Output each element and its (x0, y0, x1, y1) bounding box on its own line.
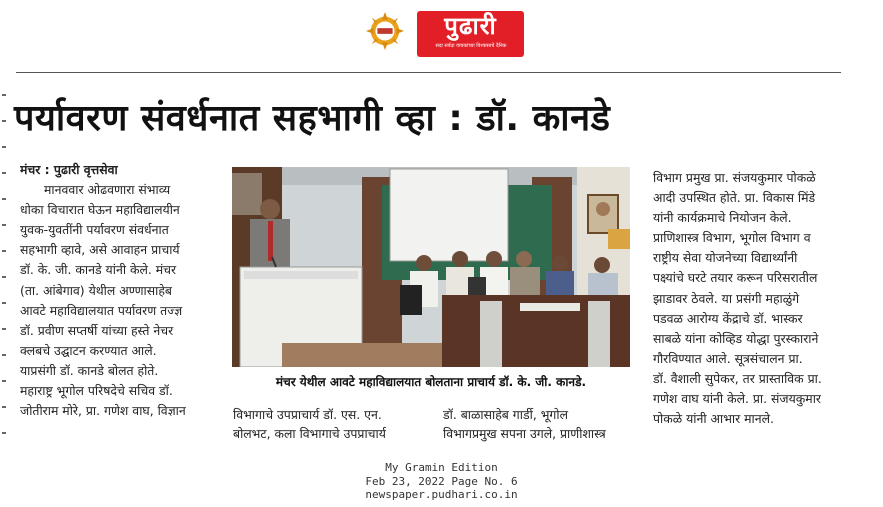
body-line: आदी उपस्थित होते. प्रा. विकास मिंडे (653, 190, 816, 206)
dateline: मंचर : पुढारी वृत्तसेवा (20, 162, 118, 177)
edition-site: newspaper.pudhari.co.in (365, 488, 518, 501)
body-line: महाराष्ट्र भूगोल परिषदेचे सचिव डॉ. (20, 383, 173, 399)
body-line: युवक-युवतींनी पर्यावरण संवर्धनात (20, 222, 169, 238)
right-column (653, 168, 855, 429)
article-headline: पर्यावरण संवर्धनात सहभागी व्हा : डॉ. कानडे (14, 98, 611, 139)
edition-footer (0, 461, 883, 502)
bottom-column-2 (443, 405, 633, 443)
masthead-tagline: सदा सर्वदा वाचकांच्या विश्वासाचे दैनिक (435, 43, 507, 49)
body-line: डॉ. बाळासाहेब गार्डी, भूगोल (443, 407, 569, 422)
body-line: पक्ष्यांचे घरटे तयार करून परिसरातील (653, 270, 818, 286)
body-line: राष्ट्रीय सेवा योजनेच्या विद्यार्थ्यांनी (653, 250, 798, 266)
left-column (20, 160, 220, 421)
body-line: साबळे यांना कोव्हिड योद्धा पुरस्काराने (653, 330, 819, 346)
body-line: पोकळे यांनी आभार मानले. (653, 411, 774, 427)
body-line: विभागाचे उपप्राचार्य डॉ. एस. एन. (233, 407, 382, 422)
body-line: (ता. आंबेगाव) येथील अण्णासाहेब (20, 282, 172, 298)
body-line: विभाग प्रमुख प्रा. संजयकुमार पोकळे (653, 170, 816, 185)
body-line: गणेश वाघ यांनी केले. प्रा. संजयकुमार (653, 391, 821, 407)
body-line: यांनी कार्यक्रमाचे नियोजन केले. (653, 210, 792, 226)
anniversary-emblem-icon (366, 12, 404, 50)
edition-date-page: Feb 23, 2022 Page No. 6 (365, 474, 518, 488)
masthead-rule (16, 72, 841, 73)
body-line: जोतीराम मोरे, प्रा. गणेश वाघ, विज्ञान (20, 403, 186, 419)
body-line: मानववार ओढवणारा संभाव्य (44, 182, 171, 198)
body-line: प्राणिशास्त्र विभाग, भूगोल विभाग व (653, 230, 811, 246)
body-line: डॉ. के. जी. कानडे यांनी केले. मंचर (20, 262, 177, 278)
event-photo (232, 167, 630, 367)
body-line: सहभागी व्हावे, असे आवाहन प्राचार्य (20, 242, 180, 258)
bottom-column-1 (233, 405, 423, 443)
body-line: बोलभट, कला विभागाचे उपप्राचार्य (233, 426, 386, 441)
body-line: गौरविण्यात आले. सूत्रसंचालन प्रा. (653, 350, 803, 366)
body-line: याप्रसंगी डॉ. कानडे बोलत होते. (20, 362, 159, 378)
masthead-title: पुढारी (444, 12, 497, 40)
body-line: डॉ. प्रवीण सप्तर्षी यांच्या हस्ते नेचर (20, 322, 174, 338)
body-line: धोका विचारात घेऊन महाविद्यालयीन (20, 202, 180, 218)
body-line: क्लबचे उद्घाटन करण्यात आले. (20, 342, 157, 358)
body-line: पडवळ आरोग्य केंद्राचे डॉ. भास्कर (653, 310, 803, 326)
body-line: झाडावर ठेवले. या प्रसंगी महाळुंगे (653, 290, 800, 306)
body-line: विभागप्रमुख सपना उगले, प्राणीशास्त्र (443, 426, 606, 441)
body-line: डॉ. वैशाली सुपेकर, तर प्रास्ताविक प्रा. (653, 370, 822, 386)
adjacent-column-edge (0, 70, 10, 450)
edition-name: My Gramin Edition (385, 461, 498, 474)
photo-caption: मंचर येथील आवटे महाविद्यालयात बोलताना प्राचार्य डॉ. के. जी. कानडे. (275, 375, 587, 389)
body-line: आवटे महाविद्यालयात पर्यावरण तज्ज्ञ (20, 302, 183, 318)
